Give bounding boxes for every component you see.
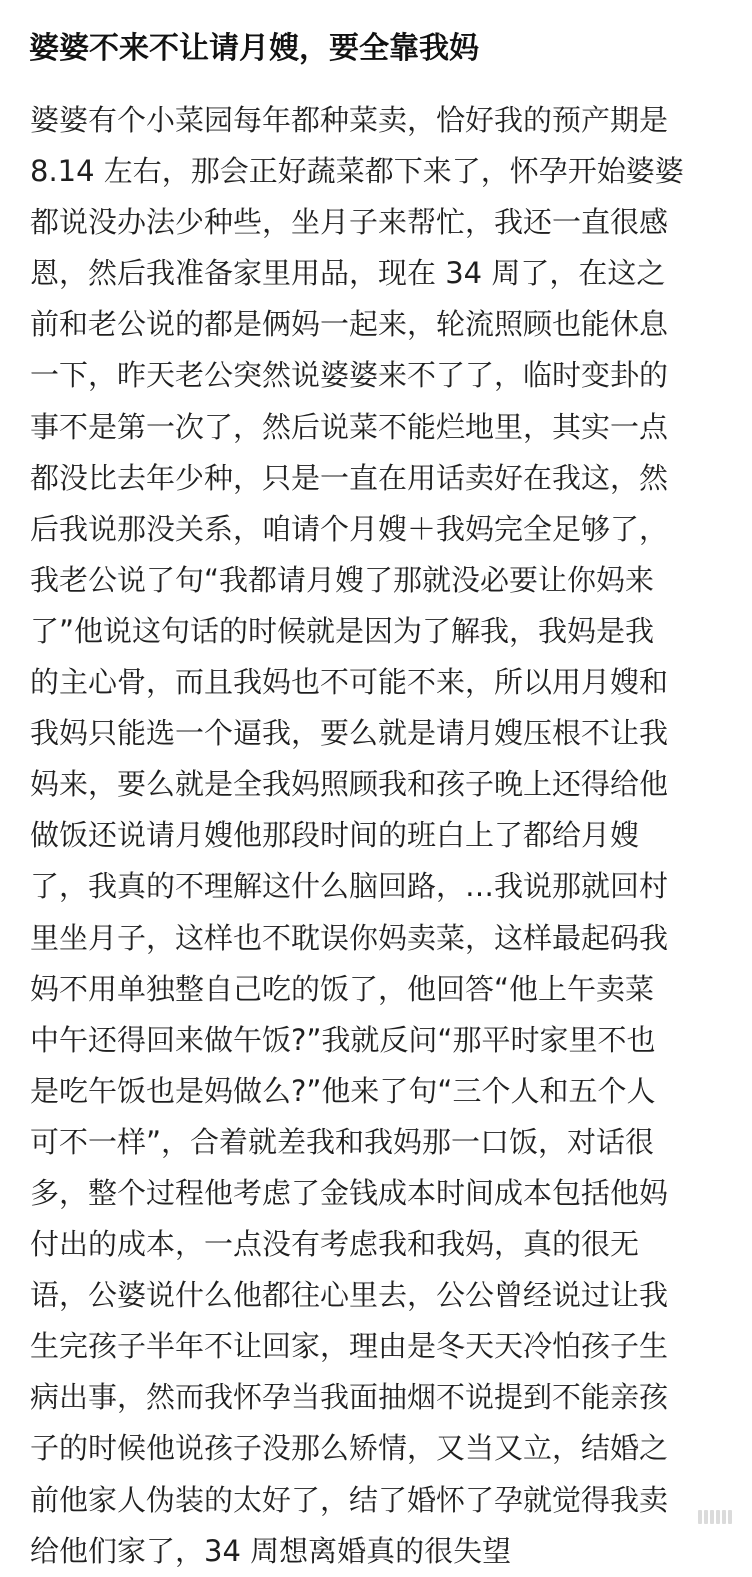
body-line: 中午还得回来做午饭?”我就反问“那平时家里不也 xyxy=(30,1022,656,1057)
post-title: 婆婆不来不让请月嫂，要全靠我妈 xyxy=(29,31,479,66)
body-line: 了，我真的不理解这什么脑回路，…我说那就回村 xyxy=(30,869,669,904)
body-line: 我老公说了句“我都请月嫂了那就没必要让你妈来 xyxy=(30,562,655,597)
body-line: 我妈只能选一个逼我，要么就是请月嫂压根不让我 xyxy=(30,716,669,751)
body-line: 妈来，要么就是全我妈照顾我和孩子晚上还得给他 xyxy=(30,767,669,802)
body-line: 前和老公说的都是俩妈一起来，轮流照顾也能休息 xyxy=(30,307,669,342)
body-line: 语，公婆说什么他都往心里去，公公曾经说过让我 xyxy=(30,1278,669,1313)
body-line: 付出的成本，一点没有考虑我和我妈，真的很无 xyxy=(30,1227,640,1262)
body-line: 妈不用单独整自己吃的饭了，他回答“他上午卖菜 xyxy=(30,971,655,1006)
body-line: 是吃午饭也是妈做么?”他来了句“三个人和五个人 xyxy=(30,1073,656,1108)
body-line: 病出事，然而我怀孕当我面抽烟不说提到不能亲孩 xyxy=(30,1380,669,1415)
post-body xyxy=(30,95,730,1577)
body-line: 多，整个过程他考虑了金钱成本时间成本包括他妈 xyxy=(30,1175,669,1210)
body-line: 生完孩子半年不让回家，理由是冬天天冷怕孩子生 xyxy=(30,1329,669,1364)
body-line: 恩，然后我准备家里用品，现在 34 周了，在这之 xyxy=(30,256,666,291)
body-line: 可不一样”，合着就差我和我妈那一口饭，对话很 xyxy=(30,1124,655,1159)
body-line: 里坐月子，这样也不耽误你妈卖菜，这样最起码我 xyxy=(30,920,669,955)
body-line: 婆婆有个小菜园每年都种菜卖，恰好我的预产期是 xyxy=(30,103,669,137)
body-line: 一下，昨天老公突然说婆婆来不了了，临时变卦的 xyxy=(30,358,669,393)
body-line: 8.14 左右，那会正好蔬菜都下来了，怀孕开始婆婆 xyxy=(30,154,684,189)
watermark-barcode-icon xyxy=(698,1509,738,1525)
body-line: 做饭还说请月嫂他那段时间的班白上了都给月嫂 xyxy=(30,818,640,853)
body-line: 给他们家了，34 周想离婚真的很失望 xyxy=(30,1533,512,1568)
body-line: 子的时候他说孩子没那么矫情，又当又立，结婚之 xyxy=(30,1431,669,1466)
body-line: 都没比去年少种，只是一直在用话卖好在我这，然 xyxy=(30,460,669,495)
body-line: 前他家人伪装的太好了，结了婚怀了孕就觉得我卖 xyxy=(30,1482,669,1517)
body-line: 后我说那没关系，咱请个月嫂＋我妈完全足够了， xyxy=(30,511,669,546)
body-line: 的主心骨，而且我妈也不可能不来，所以用月嫂和 xyxy=(30,665,669,700)
body-line: 都说没办法少种些，坐月子来帮忙，我还一直很感 xyxy=(30,205,669,240)
body-line: 事不是第一次了，然后说菜不能烂地里，其实一点 xyxy=(30,409,669,444)
body-line: 了”他说这句话的时候就是因为了解我，我妈是我 xyxy=(30,613,655,648)
